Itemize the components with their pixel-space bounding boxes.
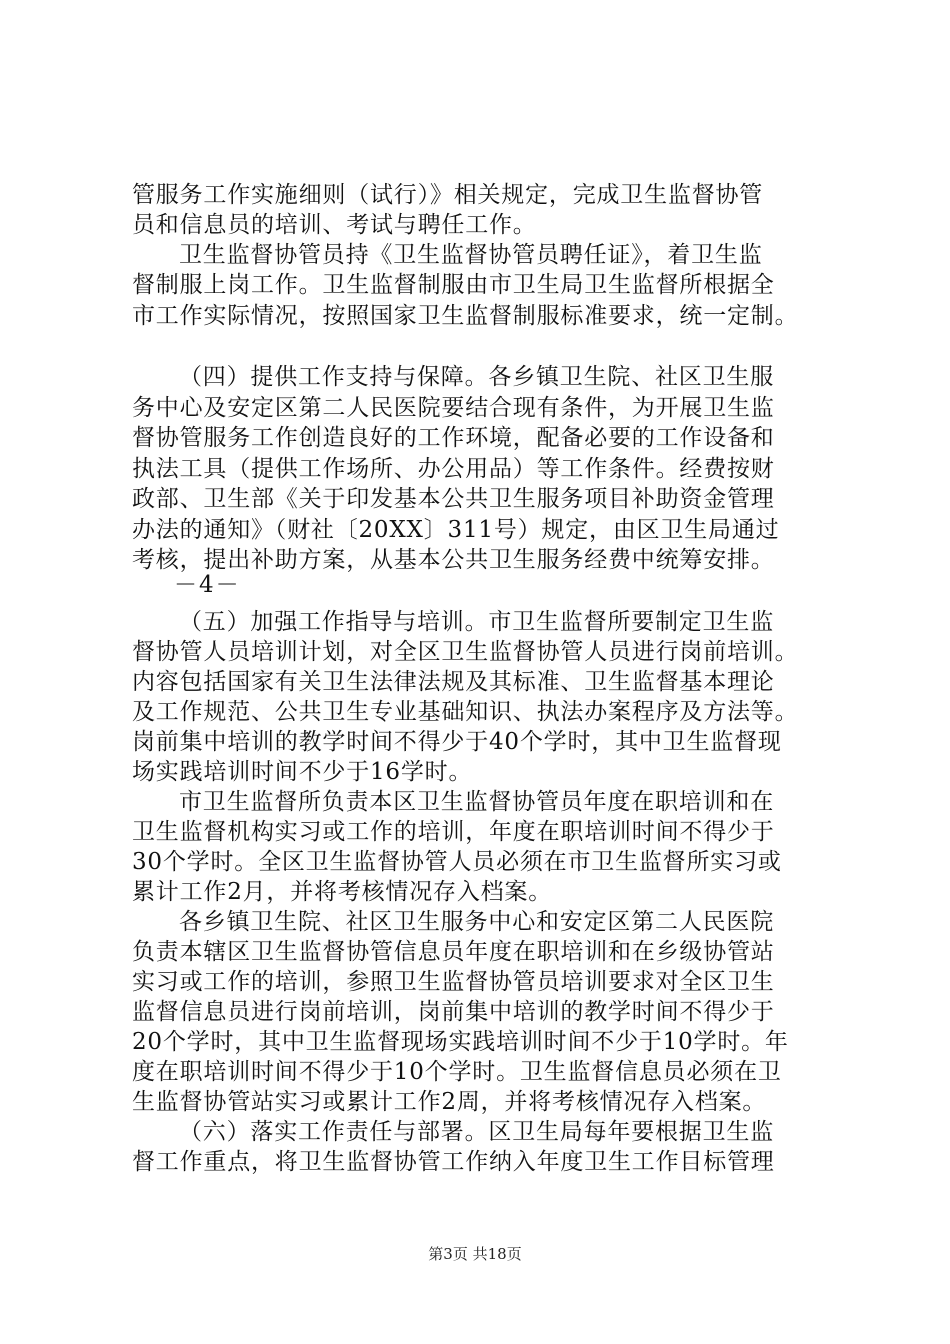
text-line: 卫生监督协管员持《卫生监督协管员聘任证》，着卫生监 xyxy=(179,242,763,268)
text-line: 度在职培训时间不得少于10个学时。卫生监督信息员必须在卫 xyxy=(132,1059,782,1085)
text-line: 内容包括国家有关卫生法律法规及其标准、卫生监督基本理论 xyxy=(132,669,775,695)
text-line: 执法工具（提供工作场所、办公用品）等工作条件。经费按财 xyxy=(132,456,775,482)
text-line: 督制服上岗工作。卫生监督制服由市卫生局卫生监督所根据全 xyxy=(132,272,775,298)
text-line: 市卫生监督所负责本区卫生监督协管员年度在职培训和在 xyxy=(179,789,774,815)
text-line: 督协管人员培训计划，对全区卫生监督协管人员进行岗前培训。 xyxy=(132,639,799,665)
text-line: 累计工作2月，并将考核情况存入档案。 xyxy=(132,879,553,905)
text-line: 实习或工作的培训，参照卫生监督协管员培训要求对全区卫生 xyxy=(132,969,775,995)
page-indicator: 第3页 共18页 xyxy=(428,1245,522,1263)
text-line: 务中心及安定区第二人民医院要结合现有条件，为开展卫生监 xyxy=(132,395,775,421)
text-line: 员和信息员的培训、考试与聘任工作。 xyxy=(132,212,537,238)
text-line: 场实践培训时间不少于16学时。 xyxy=(132,759,473,785)
text-line: 办法的通知》（财社〔20XX〕311号）规定，由区卫生局通过 xyxy=(132,517,780,543)
text-line: 20个学时，其中卫生监督现场实践培训时间不少于10学时。年 xyxy=(132,1029,789,1055)
text-line: 管服务工作实施细则（试行）》相关规定，完成卫生监督协管 xyxy=(132,182,764,208)
text-line: （四）提供工作支持与保障。各乡镇卫生院、社区卫生服 xyxy=(179,364,774,390)
text-line: 卫生监督机构实习或工作的培训，年度在职培训时间不得少于 xyxy=(132,819,775,845)
text-line: （六）落实工作责任与部署。区卫生局每年要根据卫生监 xyxy=(179,1119,774,1145)
text-line: 监督信息员进行岗前培训，岗前集中培训的教学时间不得少于 xyxy=(132,999,775,1025)
text-line: 生监督协管站实习或累计工作2周，并将考核情况存入档案。 xyxy=(132,1089,767,1115)
page-number-marker: －4－ xyxy=(174,572,241,598)
text-line: 30个学时。全区卫生监督协管人员必须在市卫生监督所实习或 xyxy=(132,849,782,875)
text-line: 各乡镇卫生院、社区卫生服务中心和安定区第二人民医院 xyxy=(179,909,774,935)
text-line: 考核，提出补助方案，从基本公共卫生服务经费中统筹安排。 xyxy=(132,547,775,573)
text-line: 岗前集中培训的教学时间不得少于40个学时，其中卫生监督现 xyxy=(132,729,782,755)
text-line: 督工作重点，将卫生监督协管工作纳入年度卫生工作目标管理 xyxy=(132,1149,775,1175)
text-line: （五）加强工作指导与培训。市卫生监督所要制定卫生监 xyxy=(179,609,774,635)
text-line: 及工作规范、公共卫生专业基础知识、执法办案程序及方法等。 xyxy=(132,699,799,725)
text-line: 负责本辖区卫生监督协管信息员年度在职培训和在乡级协管站 xyxy=(132,939,775,965)
text-line: 市工作实际情况，按照国家卫生监督制服标准要求，统一定制。 xyxy=(132,303,799,329)
text-line: 政部、卫生部《关于印发基本公共卫生服务项目补助资金管理 xyxy=(132,486,775,512)
text-line: 督协管服务工作创造良好的工作环境，配备必要的工作设备和 xyxy=(132,425,775,451)
page-footer xyxy=(0,1244,950,1264)
